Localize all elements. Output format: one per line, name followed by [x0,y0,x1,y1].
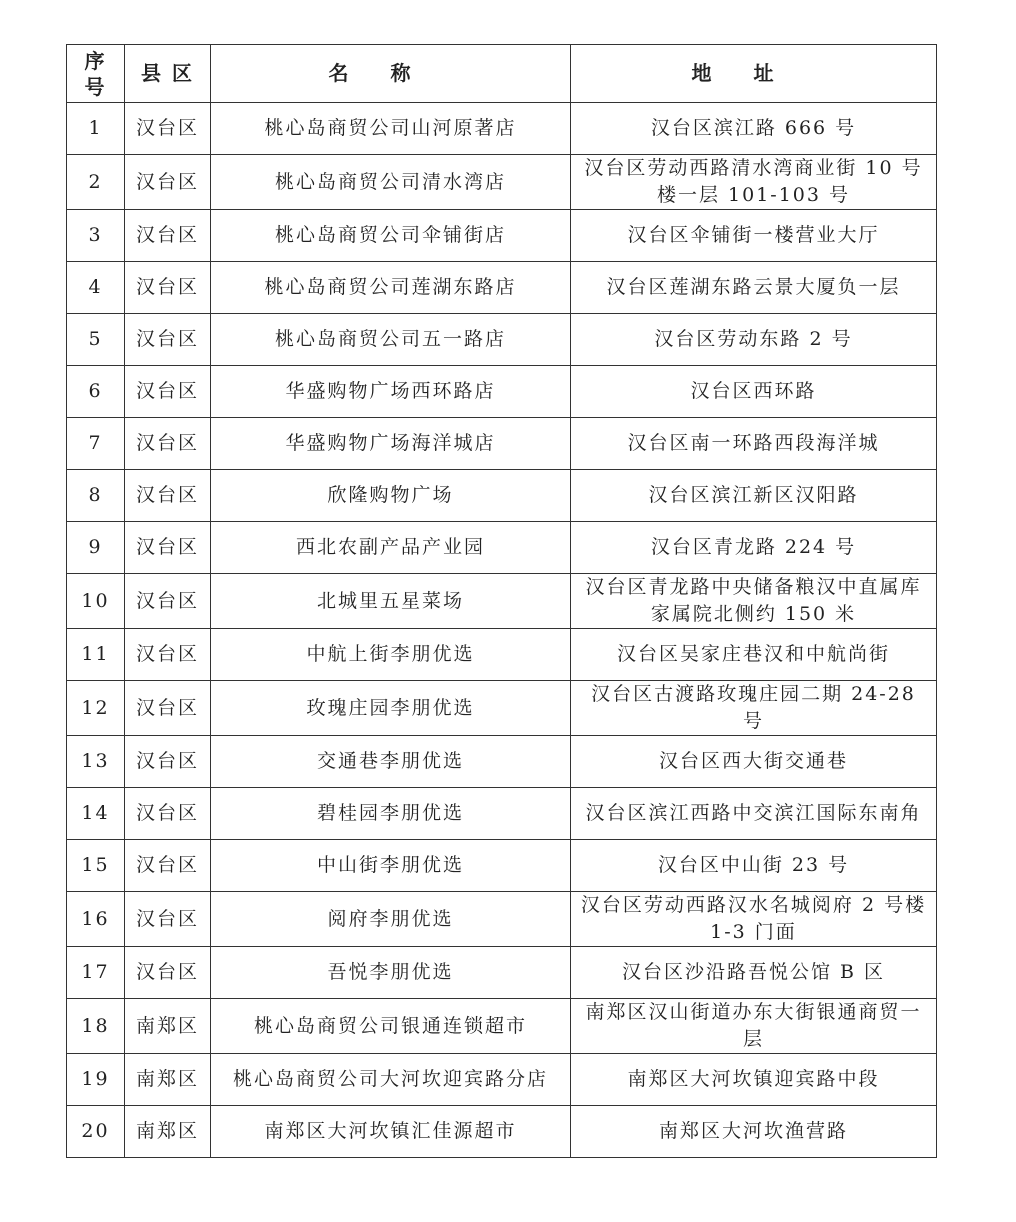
cell-address: 汉台区伞铺街一楼营业大厅 [571,210,937,262]
cell-seq: 17 [67,947,125,999]
cell-name: 桃心岛商贸公司大河坎迎宾路分店 [211,1054,571,1106]
cell-county: 汉台区 [125,522,211,574]
cell-seq: 14 [67,788,125,840]
cell-county: 汉台区 [125,947,211,999]
table-row [67,522,937,574]
cell-name: 阅府李朋优选 [211,892,571,947]
table-header-row [67,45,937,103]
cell-name: 华盛购物广场西环路店 [211,366,571,418]
cell-name: 北城里五星菜场 [211,574,571,629]
cell-seq: 7 [67,418,125,470]
cell-address: 汉台区古渡路玫瑰庄园二期 24-28 号 [571,681,937,736]
cell-county: 汉台区 [125,470,211,522]
cell-address: 南郑区汉山街道办东大街银通商贸一层 [571,999,937,1054]
table-row [67,1106,937,1158]
cell-county: 汉台区 [125,892,211,947]
cell-county: 汉台区 [125,262,211,314]
table-row [67,103,937,155]
header-address: 地址 [571,45,937,103]
table-row [67,681,937,736]
cell-county: 汉台区 [125,574,211,629]
table-row [67,366,937,418]
cell-county: 汉台区 [125,681,211,736]
cell-name: 中航上街李朋优选 [211,629,571,681]
table-row [67,840,937,892]
cell-name: 欣隆购物广场 [211,470,571,522]
cell-name: 桃心岛商贸公司莲湖东路店 [211,262,571,314]
cell-county: 汉台区 [125,418,211,470]
cell-county: 汉台区 [125,366,211,418]
cell-county: 南郑区 [125,1054,211,1106]
cell-name: 桃心岛商贸公司伞铺街店 [211,210,571,262]
cell-address: 南郑区大河坎镇迎宾路中段 [571,1054,937,1106]
cell-seq: 13 [67,736,125,788]
store-list-table [66,44,937,1158]
table-row [67,574,937,629]
cell-address: 汉台区中山街 23 号 [571,840,937,892]
cell-name: 中山街李朋优选 [211,840,571,892]
table-row [67,892,937,947]
cell-name: 交通巷李朋优选 [211,736,571,788]
cell-seq: 3 [67,210,125,262]
table-row [67,470,937,522]
cell-address: 汉台区西环路 [571,366,937,418]
cell-county: 汉台区 [125,103,211,155]
cell-name: 华盛购物广场海洋城店 [211,418,571,470]
table-row [67,262,937,314]
table-row [67,314,937,366]
cell-seq: 4 [67,262,125,314]
cell-county: 汉台区 [125,210,211,262]
cell-address: 汉台区滨江路 666 号 [571,103,937,155]
cell-seq: 1 [67,103,125,155]
cell-seq: 10 [67,574,125,629]
cell-name: 桃心岛商贸公司清水湾店 [211,155,571,210]
cell-address: 汉台区南一环路西段海洋城 [571,418,937,470]
cell-county: 南郑区 [125,1106,211,1158]
header-name: 名称 [211,45,571,103]
cell-address: 汉台区滨江新区汉阳路 [571,470,937,522]
table-row [67,736,937,788]
cell-address: 汉台区西大街交通巷 [571,736,937,788]
cell-name: 桃心岛商贸公司山河原著店 [211,103,571,155]
cell-seq: 16 [67,892,125,947]
table-row [67,999,937,1054]
cell-name: 西北农副产品产业园 [211,522,571,574]
cell-name: 碧桂园李朋优选 [211,788,571,840]
cell-address: 汉台区滨江西路中交滨江国际东南角 [571,788,937,840]
cell-address: 汉台区吴家庄巷汉和中航尚街 [571,629,937,681]
cell-address: 汉台区劳动东路 2 号 [571,314,937,366]
header-county: 县 区 [125,45,211,103]
cell-name: 桃心岛商贸公司银通连锁超市 [211,999,571,1054]
cell-seq: 8 [67,470,125,522]
table-row [67,947,937,999]
cell-name: 吾悦李朋优选 [211,947,571,999]
cell-name: 玫瑰庄园李朋优选 [211,681,571,736]
table-row [67,210,937,262]
cell-seq: 2 [67,155,125,210]
cell-seq: 9 [67,522,125,574]
cell-address: 汉台区青龙路中央储备粮汉中直属库家属院北侧约 150 米 [571,574,937,629]
cell-address: 汉台区劳动西路清水湾商业街 10 号楼一层 101-103 号 [571,155,937,210]
table-row [67,155,937,210]
table-row [67,788,937,840]
table-row [67,418,937,470]
cell-seq: 20 [67,1106,125,1158]
cell-county: 南郑区 [125,999,211,1054]
cell-seq: 6 [67,366,125,418]
cell-name: 南郑区大河坎镇汇佳源超市 [211,1106,571,1158]
cell-address: 汉台区莲湖东路云景大厦负一层 [571,262,937,314]
cell-county: 汉台区 [125,629,211,681]
table-row [67,1054,937,1106]
cell-county: 汉台区 [125,736,211,788]
cell-address: 汉台区劳动西路汉水名城阅府 2 号楼 1-3 门面 [571,892,937,947]
header-seq: 序号 [67,45,125,103]
cell-county: 汉台区 [125,314,211,366]
cell-address: 南郑区大河坎渔营路 [571,1106,937,1158]
cell-address: 汉台区沙沿路吾悦公馆 B 区 [571,947,937,999]
cell-seq: 18 [67,999,125,1054]
table-body [67,103,937,1158]
cell-address: 汉台区青龙路 224 号 [571,522,937,574]
cell-name: 桃心岛商贸公司五一路店 [211,314,571,366]
cell-seq: 12 [67,681,125,736]
table-row [67,629,937,681]
cell-county: 汉台区 [125,155,211,210]
cell-seq: 19 [67,1054,125,1106]
cell-seq: 5 [67,314,125,366]
cell-seq: 15 [67,840,125,892]
cell-seq: 11 [67,629,125,681]
cell-county: 汉台区 [125,788,211,840]
cell-county: 汉台区 [125,840,211,892]
